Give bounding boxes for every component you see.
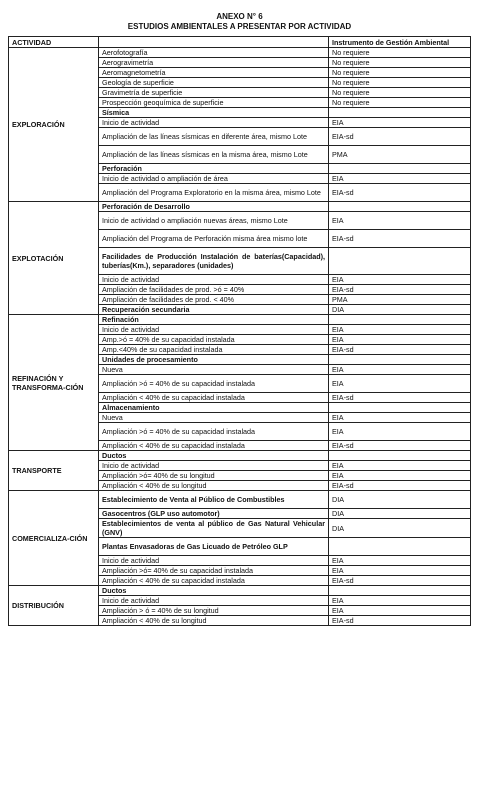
detail-cell: Ampliación >ó= 40% de su capacidad instalada <box>99 566 329 576</box>
table-row <box>9 491 471 509</box>
detail-cell: Inicio de actividad <box>99 275 329 285</box>
subsection-label: Perforación de Desarrollo <box>99 202 329 212</box>
detail-cell: Ampliación >ó = 40% de su capacidad instalada <box>99 375 329 393</box>
instrument-cell: EIA-sd <box>329 576 471 586</box>
instrument-cell: DIA <box>329 509 471 519</box>
instrument-cell: EIA <box>329 335 471 345</box>
instrument-cell: No requiere <box>329 78 471 88</box>
table-row <box>9 315 471 325</box>
detail-cell: Nueva <box>99 413 329 423</box>
instrument-cell: PMA <box>329 146 471 164</box>
instrument-cell <box>329 355 471 365</box>
subsection-label: Almacenamiento <box>99 403 329 413</box>
instrument-cell: EIA-sd <box>329 481 471 491</box>
detail-cell: Aerofotografía <box>99 48 329 58</box>
header-detail <box>99 37 329 48</box>
instrument-cell: EIA <box>329 118 471 128</box>
instrument-cell: EIA-sd <box>329 184 471 202</box>
document-title: ESTUDIOS AMBIENTALES A PRESENTAR POR ACTIVIDAD <box>127 22 352 31</box>
instrument-cell: DIA <box>329 305 471 315</box>
instrument-cell: EIA <box>329 596 471 606</box>
instrument-cell: EIA <box>329 461 471 471</box>
annex-number: ANEXO N° 6 <box>216 12 263 21</box>
instrument-cell <box>329 108 471 118</box>
subsection-label: Ductos <box>99 586 329 596</box>
detail-cell: Ampliación de facilidades de prod. < 40% <box>99 295 329 305</box>
table-header-row <box>9 37 471 48</box>
table-row <box>9 48 471 58</box>
instrument-cell: EIA <box>329 365 471 375</box>
detail-cell: Inicio de actividad <box>99 556 329 566</box>
instrument-cell: EIA <box>329 275 471 285</box>
subsection-label: Plantas Envasadoras de Gas Licuado de Petróleo GLP <box>99 538 329 556</box>
instrument-cell: PMA <box>329 295 471 305</box>
instrument-cell: No requiere <box>329 68 471 78</box>
detail-cell: Amp.>ó = 40% de su capacidad instalada <box>99 335 329 345</box>
detail-cell: Inicio de actividad <box>99 596 329 606</box>
detail-cell: Ampliación de las líneas sísmicas en diferente área, mismo Lote <box>99 128 329 146</box>
detail-cell: Inicio de actividad o ampliación de área <box>99 174 329 184</box>
instrument-cell: EIA <box>329 375 471 393</box>
instrument-cell <box>329 538 471 556</box>
header-activity: ACTIVIDAD <box>9 37 99 48</box>
instrument-cell <box>329 403 471 413</box>
instrument-cell: EIA <box>329 325 471 335</box>
instrument-cell: EIA <box>329 566 471 576</box>
detail-cell: Geología de superficie <box>99 78 329 88</box>
detail-cell: Aeromagnetometría <box>99 68 329 78</box>
instrument-cell: EIA-sd <box>329 285 471 295</box>
activity-cell: REFINACIÓN Y TRANSFORMA-CIÓN <box>9 315 99 451</box>
instrument-cell <box>329 586 471 596</box>
detail-cell: Inicio de actividad o ampliación nuevas áreas, mismo Lote <box>99 212 329 230</box>
instrument-cell: EIA-sd <box>329 441 471 451</box>
detail-cell: Ampliación < 40% de su capacidad instalada <box>99 576 329 586</box>
subsection-label: Perforación <box>99 164 329 174</box>
table-row <box>9 451 471 461</box>
instrument-cell: EIA <box>329 606 471 616</box>
instrument-cell: EIA <box>329 212 471 230</box>
detail-cell: Ampliación < 40% de su longitud <box>99 616 329 626</box>
instrument-cell: EIA-sd <box>329 230 471 248</box>
instrument-cell: EIA <box>329 413 471 423</box>
instrument-cell: EIA <box>329 471 471 481</box>
subsection-label: Establecimientos de venta al público de Gas Natural Vehicular (GNV) <box>99 519 329 538</box>
detail-cell: Nueva <box>99 365 329 375</box>
detail-cell: Ampliación de facilidades de prod. >ó = 40% <box>99 285 329 295</box>
instrument-cell: No requiere <box>329 88 471 98</box>
detail-cell: Ampliación >ó= 40% de su longitud <box>99 471 329 481</box>
instrument-cell: DIA <box>329 491 471 509</box>
table-row <box>9 202 471 212</box>
instrument-cell: DIA <box>329 519 471 538</box>
subsection-label: Recuperación secundaria <box>99 305 329 315</box>
instrument-cell: EIA-sd <box>329 393 471 403</box>
detail-cell: Ampliación del Programa Exploratorio en la misma área, mismo Lote <box>99 184 329 202</box>
instrument-cell <box>329 451 471 461</box>
detail-cell: Amp.<40% de su capacidad instalada <box>99 345 329 355</box>
instrument-cell <box>329 248 471 275</box>
activity-cell: COMERCIALIZA-CIÓN <box>9 491 99 586</box>
activity-table <box>8 36 471 626</box>
detail-cell: Ampliación del Programa de Perforación misma área mismo lote <box>99 230 329 248</box>
detail-cell: Ampliación < 40% de su capacidad instalada <box>99 441 329 451</box>
detail-cell: Inicio de actividad <box>99 118 329 128</box>
activity-cell: EXPLOTACIÓN <box>9 202 99 315</box>
instrument-cell: EIA <box>329 423 471 441</box>
activity-cell: TRANSPORTE <box>9 451 99 491</box>
detail-cell: Gravimetría de superficie <box>99 88 329 98</box>
activity-cell: EXPLORACIÓN <box>9 48 99 202</box>
subsection-label: Ductos <box>99 451 329 461</box>
instrument-cell: EIA-sd <box>329 345 471 355</box>
instrument-cell: EIA <box>329 174 471 184</box>
instrument-cell: EIA-sd <box>329 128 471 146</box>
detail-cell: Inicio de actividad <box>99 461 329 471</box>
detail-cell: Aerogravimetría <box>99 58 329 68</box>
instrument-cell <box>329 202 471 212</box>
detail-cell: Inicio de actividad <box>99 325 329 335</box>
detail-cell: Prospección geoquímica de superficie <box>99 98 329 108</box>
header-instrument: Instrumento de Gestión Ambiental <box>329 37 471 48</box>
subsection-label: Gasocentros (GLP uso automotor) <box>99 509 329 519</box>
subsection-label: Refinación <box>99 315 329 325</box>
detail-cell: Ampliación > ó = 40% de su longitud <box>99 606 329 616</box>
subsection-label: Establecimiento de Venta al Público de Combustibles <box>99 491 329 509</box>
instrument-cell: No requiere <box>329 58 471 68</box>
subsection-label: Sísmica <box>99 108 329 118</box>
detail-cell: Ampliación < 40% de su capacidad instalada <box>99 393 329 403</box>
instrument-cell: EIA-sd <box>329 616 471 626</box>
detail-cell: Ampliación < 40% de su longitud <box>99 481 329 491</box>
instrument-cell: No requiere <box>329 48 471 58</box>
subsection-label: Facilidades de Producción Instalación de baterías(Capacidad), tuberías(Km.), separadores (unidades) <box>99 248 329 275</box>
activity-cell: DISTRIBUCIÓN <box>9 586 99 626</box>
instrument-cell <box>329 315 471 325</box>
detail-cell: Ampliación de las líneas sísmicas en la misma área, mismo Lote <box>99 146 329 164</box>
table-row <box>9 586 471 596</box>
instrument-cell: EIA <box>329 556 471 566</box>
instrument-cell <box>329 164 471 174</box>
detail-cell: Ampliación >ó = 40% de su capacidad instalada <box>99 423 329 441</box>
subsection-label: Unidades de procesamiento <box>99 355 329 365</box>
instrument-cell: No requiere <box>329 98 471 108</box>
